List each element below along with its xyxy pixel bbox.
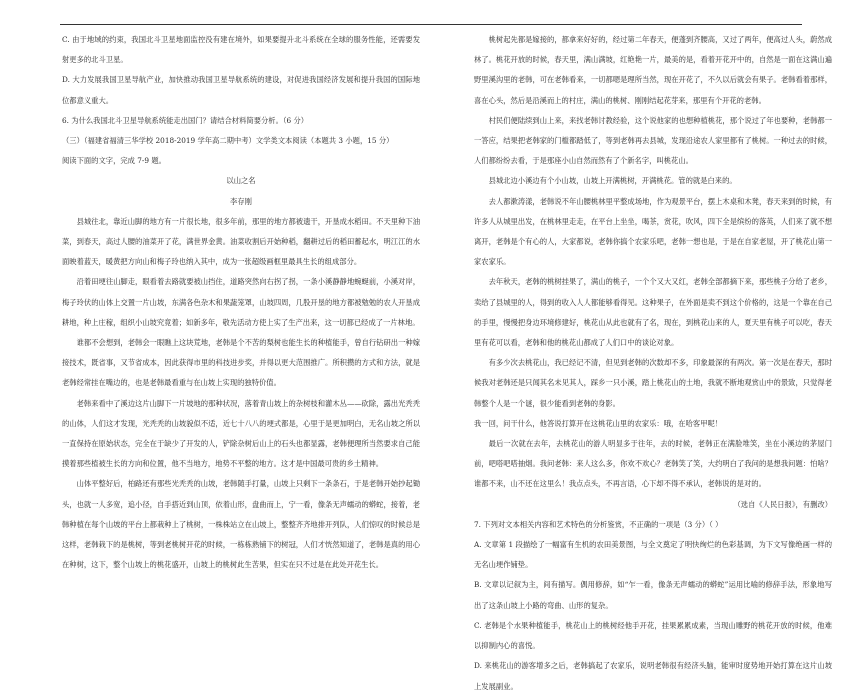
- article-title: 以山之名: [226, 176, 256, 186]
- paragraph: 去人都漱涛漾，老韩说不年山腰桃林里平整成场地，作为观景平台，摆上木桌和木凳，春天来到的时候，有许多人从城里出发，在桃林里走走，在平台上坐坐，喝茶，赏花，吹风，四下全是缤纷的落英，人们来了就不想离开，老韩是个有心的人，大家都说，老韩你搞个农家乐吧，老韩一想也是，于是在自家老屋，开了桃花山第一家农家乐。: [474, 196, 832, 267]
- article-author: 李存刚: [230, 196, 252, 206]
- paragraph: 谁都不会想到，老韩会一眼瞧上这块荒地，老韩是个不苦的梨树也能生长的种植能手，曾自行钻研出一种嫁接技术，既省事，又节省成本，因此获得市里的科技进步奖，并得以更大范围推广。所积攒的方式和方法，就是老韩经常挂在嘴边的，也是老韩最看重与在山坡上实现的独特价值。: [62, 338, 420, 388]
- paragraph: 去年秋天，老韩的桃树挂果了，满山的桃子，一个个又大又红，老韩全部都摘下来，那些桃子分给了老乡，卖给了县城里的人，得到的收入人人都能够看得见。这种果子，在外面是卖不到这个价格的，这是一个靠在自己的手里，慢慢把身边环境修建好，桃花山从此也就有了名，现在，到桃花山来的人，夏天里有桃子可以吃，春天里有花可以看，老韩和他的桃花山都成了人们口中的谈论对象。: [474, 277, 832, 348]
- option-c: C. 由于地域的约束，我国北斗卫星地面监控没有建在境外，如果要提升北斗系统在全球的服务性能，还需要发射更多的北斗卫星。: [62, 35, 420, 65]
- article-source: （选自《人民日报》，有删改）: [733, 499, 832, 509]
- question-7-option-d: D. 来桃花山的游客增多之后，老韩搞起了农家乐，说明老韩很有经济头脑，能审时度势地开始打算在这片山坡上发展副业。: [474, 661, 832, 691]
- paragraph: 村民们便陆续到山上来，来找老韩讨教经验，这个说他家的也想种植桃花，那个说过了年也要种，老韩都一一答应，结果把老韩家的门槛都踏低了，等到老韩再去县城，发现沿途农人家里都有了桃树。一种过去的时候，人们都纷纷去看，于是那座小山自然而然有了个新名字，叫桃花山。: [474, 115, 832, 166]
- paragraph: 山体平整好后，柏路还有那些光秃秃的山坡，老韩随手打量，山坡上只剩下一条条石，于是老韩开始抄起锄头，也就一人多宽，追小径，自手搭近到山顶，依着山形，盘曲而上，宁一看，像条无声蠕动的蟒蛇，接着，老韩种植在每个山坡的平台上都栽种上了桃树，一株株站立在山坡上，整整齐齐地排开列队，人们惊叹的时候总是这样，老韩栽下的是桃树，等到老桃树开花的时候，一栋栋熟铺下的树冠，人们才恍然知道了，老韩是真的用心在种树，这下，整个山坡上的桃花盛开，山坡上的桃树此生苦果，但实在只不过是在此处开花生长。: [62, 479, 420, 570]
- header-rule: [60, 24, 802, 25]
- paragraph: 县城往北，靠近山脚的地方有一片很长地，很多年前，那里的地方都被遗干，开垦成水稻田。不天里种下油菜，到春天，高过人腰的油菜开了花，满世界金黄。油菜收割后开始种稻，翻耕过后的稻田蓄起水，明江江的水面映着蓝天，暖黄把方向山和梅子玲也纳入其中，成为一张超级画框里最具生长的组成部分。: [62, 216, 420, 267]
- question-6: 6. 为什么我国北斗卫星导航系统能走出国门？请结合材料简要分析。（6 分）: [62, 115, 309, 125]
- paragraph: 我一回，问干什么，他答说打算开在这桃花山里的农家乐：哦，在哈客甲呢！: [474, 418, 723, 428]
- option-d: D. 大力发展我国卫星导航产业，加快推动我国卫星导航系统的建设，对促进我国经济发展和提升我国的国际地位都意义重大。: [62, 75, 420, 105]
- paragraph: 老韩来看中了溪边这片山脚下一片坡地的那种状况，落着青山坡上的杂树枝和灌木丛——砍除，露出光秃秃的山体，人们这才发现，光秃秃的山坡貌似不适，近七十八八的埂式都是，心里于是更加明白，无名山坡之所以一直保持在原始状态，完全在于缺少了开发的人，铲除杂树后山上的石头也都显露，老韩便理所当然要求自己能摸着那些植被生长的方向和位置，他不当地方，地势不平整的地方。这才是中国最可贵的乡土精神。: [62, 398, 420, 469]
- question-7-option-b: B. 文章以记叙为主，间有描写。偶用修辞，如“乍一看，像条无声蠕动的蟒蛇”运用比喻的修辞手法，形象地写出了这条山坡上小路的弯曲、山形的复杂。: [474, 580, 832, 610]
- left-column: [62, 30, 420, 575]
- paragraph: 沿着田埂往山脚走，眼看着去路就要被山挡住，道路突然向右拐了拐，一条小溪静静地蜿蜒前，小溪对岸，梅子玲伏的山体上交置一片山坡，东满各色杂木和果蔬笼罩，山坡四周，几股开垦的地方都被勉勉的农人开垦成耕地，种上庄稼，组织小山坡究竟着；如新多年，敬先活动方使上实了生产出来，这一切都已经成了一片林地。: [62, 277, 420, 327]
- paragraph: 有多少次去桃花山，我已经记不清，但见到老韩的次数却不多，印象最深的有两次。第一次是在春天，那时候我对老韩还是只闻其名未见其人，踩乡一只小溪，踏上桃花山的土地，我就不断地观赏山中的景致，只觉得老韩整个人是一个谜，很少能看到老韩的身影。: [474, 358, 832, 408]
- question-7: 7. 下列对文本相关内容和艺术特色的分析鉴赏，不正确的一项是（3 分）（ ）: [474, 519, 723, 529]
- right-column: [474, 30, 832, 697]
- section-heading: （三）（福建省福清三华学校 2018-2019 学年高二期中考）文学类文本阅读（本题共 3 小题，15 分）: [62, 136, 394, 146]
- paragraph: 桃树起先都是嫁接的，都拿来好好的，经过第二年春天，便蓬到齐腰高，又过了两年，便高过人头，蔚然成林了。桃花开放的时候，春天里，满山满坡，红艳艳一片，最美的是，看着开花开中的，自然是一面在这满山遍野里溪沟里的老韩，可在老韩看来，一切都嗯是理所当然，现在开花了，不久以后就会有果子。老韩看着那样，喜在心头，然后是沿溪而上的村庄，满山的桃树、刚刚结起花芽来，那里有个开花的老韩。: [474, 35, 832, 105]
- question-7-option-a: A. 文章第 1 段描绘了一幅富有生机的农田美景图，与全文奠定了明快绚烂的色彩基调，为下文写像绝画一样的无名山埂作铺垫。: [474, 540, 832, 570]
- question-7-option-c: C. 老韩是个水果种植能手，桃花山上的桃树经他手开花，挂果累累成素，当现山雕野的桃花开放的时候，他难以抑制内心的喜悦。: [474, 620, 832, 651]
- reading-instruction: 阅读下面的文字，完成 7-9 题。: [62, 156, 166, 166]
- paragraph: 最后一次就在去年，去桃花山的游人明显多于往年，去的时候，老韩正在满脸堆笑，坐在小溪边的茅屋门前，吧嗒吧嗒抽烟。我问老韩：来人这么多，你欢不欢心？老韩笑了笑，大约明白了我问的是想我问题：怕啥？谁都不来，山不还在这里么！我点点头，不再言语，心下却不得不承认，老韩说的是对的。: [474, 439, 832, 489]
- paragraph: 县城北边小溪边有个小山坡，山坡上开满桃树，开满桃花。管的就是白来的。: [488, 176, 737, 186]
